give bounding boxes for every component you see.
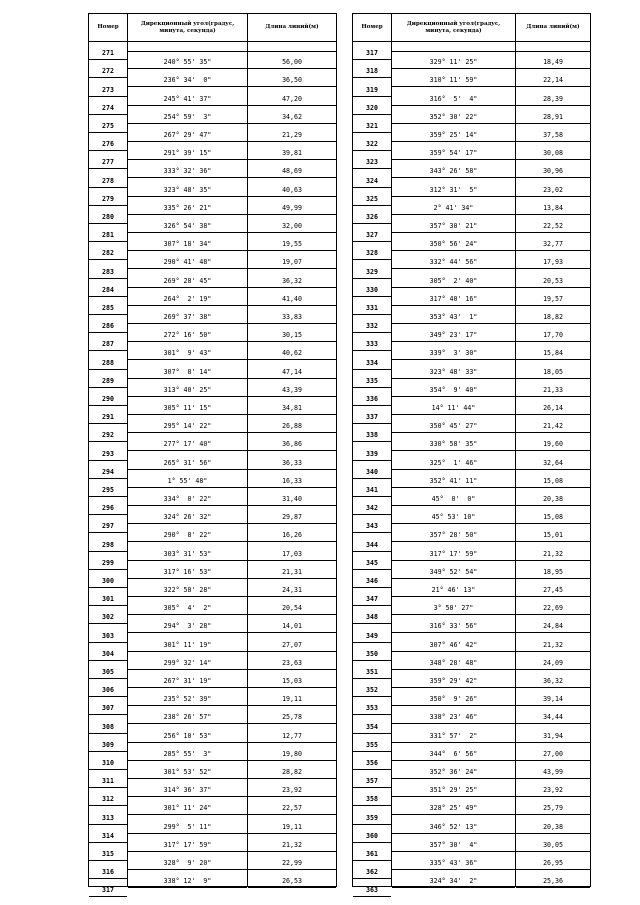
length-cell: 39,81 <box>248 142 336 160</box>
point-number: 347 <box>353 588 391 606</box>
angle-cell: 301° 9' 43" <box>128 342 247 360</box>
angle-cell: 332° 44' 56" <box>392 251 515 269</box>
length-cell: 18,82 <box>516 306 590 324</box>
length-cell: 19,80 <box>248 743 336 761</box>
length-cell: 15,08 <box>516 470 590 488</box>
point-number: 345 <box>353 552 391 570</box>
angle-cell: 299° 5' 11" <box>128 816 247 834</box>
point-number: 281 <box>89 224 127 242</box>
angle-cell: 339° 3' 30" <box>392 342 515 360</box>
length-cell: 22,99 <box>248 852 336 870</box>
point-number: 319 <box>353 78 391 96</box>
angle-cell: 3° 50' 27" <box>392 597 515 615</box>
angle-cell: 335° 26' 21" <box>128 197 247 215</box>
point-number: 303 <box>89 624 127 642</box>
length-cell: 31,94 <box>516 725 590 743</box>
angle-cell: 333° 32' 36" <box>128 160 247 178</box>
point-number: 300 <box>89 570 127 588</box>
table-header <box>353 14 590 42</box>
point-number: 290 <box>89 388 127 406</box>
point-number: 353 <box>353 697 391 715</box>
header-length: Длина линий(м) <box>265 24 319 31</box>
point-number: 283 <box>89 260 127 278</box>
length-cell: 21,32 <box>516 634 590 652</box>
point-number: 323 <box>353 151 391 169</box>
angle-cell: 303° 31' 53" <box>128 543 247 561</box>
length-cell: 32,64 <box>516 452 590 470</box>
angle-cell: 316° 33' 56" <box>392 615 515 633</box>
length-cell: 13,84 <box>516 197 590 215</box>
header-angle: Дирекционный угол(градус, минута, секунда) <box>392 14 516 41</box>
point-number: 324 <box>353 169 391 187</box>
point-number: 284 <box>89 279 127 297</box>
length-cell: 25,79 <box>516 797 590 815</box>
point-number: 341 <box>353 479 391 497</box>
length-cell: 20,53 <box>516 270 590 288</box>
length-cell: 49,99 <box>248 197 336 215</box>
angle-cell: 350° 45' 27" <box>392 415 515 433</box>
point-number: 291 <box>89 406 127 424</box>
point-number: 310 <box>89 752 127 770</box>
point-number: 355 <box>353 734 391 752</box>
angle-cell: 45° 0' 0" <box>392 488 515 506</box>
length-cell: 21,33 <box>516 379 590 397</box>
point-number: 338 <box>353 424 391 442</box>
angle-cell: 295° 14' 22" <box>128 415 247 433</box>
length-cell: 18,05 <box>516 361 590 379</box>
length-cell: 19,55 <box>248 233 336 251</box>
length-cell: 27,45 <box>516 579 590 597</box>
length-cell: 16,33 <box>248 470 336 488</box>
angle-cell: 328° 9' 20" <box>128 852 247 870</box>
length-cell: 30,08 <box>516 142 590 160</box>
point-number: 292 <box>89 424 127 442</box>
angle-cell: 21° 46' 13" <box>392 579 515 597</box>
length-cell: 28,91 <box>516 106 590 124</box>
angle-cell: 269° 28' 45" <box>128 270 247 288</box>
angle-cell: 344° 6' 56" <box>392 743 515 761</box>
point-number: 317 <box>89 879 127 897</box>
length-cell: 19,07 <box>248 251 336 269</box>
header-number: Номер <box>353 14 392 41</box>
angle-cell: 264° 2' 19" <box>128 288 247 306</box>
angle-cell: 291° 39' 15" <box>128 142 247 160</box>
point-number: 321 <box>353 115 391 133</box>
length-cell: 30,15 <box>248 324 336 342</box>
angle-cell: 331° 57' 2" <box>392 725 515 743</box>
point-number: 336 <box>353 388 391 406</box>
point-number: 352 <box>353 679 391 697</box>
length-cell: 16,26 <box>248 524 336 542</box>
length-cell: 17,93 <box>516 251 590 269</box>
header-length: Длина линий(м) <box>526 24 580 31</box>
angle-cell: 359° 54' 17" <box>392 142 515 160</box>
length-cell: 40,62 <box>248 342 336 360</box>
point-number: 312 <box>89 788 127 806</box>
point-number: 286 <box>89 315 127 333</box>
point-number: 358 <box>353 788 391 806</box>
angle-cell: 305° 11' 15" <box>128 397 247 415</box>
point-number: 299 <box>89 552 127 570</box>
point-number: 316 <box>89 861 127 879</box>
point-number: 320 <box>353 97 391 115</box>
point-number: 282 <box>89 242 127 260</box>
angle-cell: 236° 34' 0" <box>128 69 247 87</box>
length-cell: 19,57 <box>516 288 590 306</box>
point-number: 350 <box>353 643 391 661</box>
point-number: 309 <box>89 734 127 752</box>
angle-cell: 324° 26' 32" <box>128 506 247 524</box>
point-number: 332 <box>353 315 391 333</box>
point-number: 331 <box>353 297 391 315</box>
angle-cell: 299° 32' 14" <box>128 652 247 670</box>
point-number: 334 <box>353 351 391 369</box>
point-number: 354 <box>353 715 391 733</box>
length-cell: 21,31 <box>248 561 336 579</box>
length-cell: 26,14 <box>516 397 590 415</box>
length-cell: 20,54 <box>248 597 336 615</box>
point-number: 318 <box>353 60 391 78</box>
angle-cell: 349° 23' 17" <box>392 324 515 342</box>
point-number: 317 <box>353 42 391 60</box>
angle-cell: 317° 17' 59" <box>128 834 247 852</box>
angle-column <box>392 42 516 886</box>
angle-cell: 307° 8' 14" <box>128 361 247 379</box>
point-number: 271 <box>89 42 127 60</box>
angle-cell: 334° 0' 22" <box>128 488 247 506</box>
point-number: 349 <box>353 624 391 642</box>
angle-cell: 314° 36' 37" <box>128 779 247 797</box>
length-cell: 36,32 <box>248 270 336 288</box>
point-number: 305 <box>89 661 127 679</box>
number-column <box>89 42 128 895</box>
angle-cell: 2° 41' 34" <box>392 197 515 215</box>
angle-cell: 305° 4' 2" <box>128 597 247 615</box>
angle-cell: 324° 34' 2" <box>392 870 515 888</box>
point-number: 343 <box>353 515 391 533</box>
angle-cell: 352° 41' 11" <box>392 470 515 488</box>
angle-column <box>128 42 248 886</box>
point-number: 308 <box>89 715 127 733</box>
angle-cell: 238° 26' 57" <box>128 706 247 724</box>
length-cell: 40,63 <box>248 179 336 197</box>
length-cell: 20,38 <box>516 488 590 506</box>
length-cell: 22,14 <box>516 69 590 87</box>
angle-cell: 323° 48' 35" <box>128 179 247 197</box>
point-number: 311 <box>89 770 127 788</box>
point-number: 337 <box>353 406 391 424</box>
angle-cell: 338° 23' 46" <box>392 706 515 724</box>
angle-cell: 14° 11' 44" <box>392 397 515 415</box>
length-cell: 15,03 <box>248 670 336 688</box>
length-cell: 22,57 <box>248 797 336 815</box>
angle-cell: 322° 58' 28" <box>128 579 247 597</box>
point-number: 361 <box>353 843 391 861</box>
length-cell: 26,88 <box>248 415 336 433</box>
length-cell: 48,69 <box>248 160 336 178</box>
length-cell: 26,95 <box>516 852 590 870</box>
point-number: 274 <box>89 97 127 115</box>
length-cell: 29,87 <box>248 506 336 524</box>
point-number: 325 <box>353 188 391 206</box>
length-cell: 23,02 <box>516 179 590 197</box>
length-cell: 47,14 <box>248 361 336 379</box>
angle-cell: 301° 11' 24" <box>128 797 247 815</box>
length-cell: 21,32 <box>516 543 590 561</box>
length-cell: 30,05 <box>516 834 590 852</box>
point-number: 275 <box>89 115 127 133</box>
number-column <box>353 42 392 895</box>
angle-cell: 357° 28' 50" <box>392 524 515 542</box>
point-number: 280 <box>89 206 127 224</box>
angle-cell: 240° 55' 35" <box>128 51 247 69</box>
length-cell: 23,63 <box>248 652 336 670</box>
length-cell: 36,33 <box>248 452 336 470</box>
point-number: 314 <box>89 825 127 843</box>
point-number: 289 <box>89 370 127 388</box>
length-cell: 22,69 <box>516 597 590 615</box>
length-cell: 18,95 <box>516 561 590 579</box>
point-number: 357 <box>353 770 391 788</box>
angle-cell: 272° 16' 50" <box>128 324 247 342</box>
length-cell: 56,00 <box>248 51 336 69</box>
point-number: 287 <box>89 333 127 351</box>
length-cell: 43,99 <box>516 761 590 779</box>
angle-cell: 352° 36' 24" <box>392 761 515 779</box>
angle-cell: 267° 29' 47" <box>128 124 247 142</box>
length-cell: 43,39 <box>248 379 336 397</box>
length-cell: 24,31 <box>248 579 336 597</box>
point-number: 342 <box>353 497 391 515</box>
length-cell: 36,50 <box>248 69 336 87</box>
length-cell: 24,09 <box>516 652 590 670</box>
point-number: 339 <box>353 442 391 460</box>
length-cell: 34,62 <box>248 106 336 124</box>
angle-cell: 313° 40' 25" <box>128 379 247 397</box>
point-number: 297 <box>89 515 127 533</box>
point-number: 304 <box>89 643 127 661</box>
angle-cell: 354° 9' 40" <box>392 379 515 397</box>
point-number: 328 <box>353 242 391 260</box>
length-cell: 30,96 <box>516 160 590 178</box>
angle-cell: 357° 30' 21" <box>392 215 515 233</box>
length-cell: 41,40 <box>248 288 336 306</box>
length-cell: 18,49 <box>516 51 590 69</box>
angle-cell: 326° 54' 38" <box>128 215 247 233</box>
length-column <box>516 42 590 886</box>
angle-cell: 310° 11' 59" <box>392 69 515 87</box>
length-cell: 36,86 <box>248 433 336 451</box>
point-number: 279 <box>89 188 127 206</box>
angle-cell: 290° 8' 22" <box>128 524 247 542</box>
angle-cell: 307° 46' 42" <box>392 634 515 652</box>
point-number: 346 <box>353 570 391 588</box>
angle-cell: 330° 58' 35" <box>392 433 515 451</box>
angle-cell: 235° 52' 39" <box>128 688 247 706</box>
length-cell: 12,77 <box>248 725 336 743</box>
angle-cell: 359° 25' 14" <box>392 124 515 142</box>
point-number: 278 <box>89 169 127 187</box>
length-cell: 26,53 <box>248 870 336 888</box>
point-number: 273 <box>89 78 127 96</box>
length-column <box>248 42 336 886</box>
point-number: 296 <box>89 497 127 515</box>
length-cell: 28,39 <box>516 88 590 106</box>
length-cell: 32,00 <box>248 215 336 233</box>
point-number: 360 <box>353 825 391 843</box>
angle-cell: 349° 52' 54" <box>392 561 515 579</box>
angle-cell: 245° 41' 37" <box>128 88 247 106</box>
point-number: 298 <box>89 533 127 551</box>
angle-cell: 269° 37' 38" <box>128 306 247 324</box>
point-number: 326 <box>353 206 391 224</box>
length-cell: 32,77 <box>516 233 590 251</box>
length-cell: 15,08 <box>516 506 590 524</box>
table-header <box>89 14 336 42</box>
angle-cell: 290° 41' 48" <box>128 251 247 269</box>
point-number: 288 <box>89 351 127 369</box>
point-number: 307 <box>89 697 127 715</box>
point-number: 330 <box>353 279 391 297</box>
point-number: 333 <box>353 333 391 351</box>
angle-cell: 323° 48' 33" <box>392 361 515 379</box>
length-cell: 22,52 <box>516 215 590 233</box>
length-cell: 20,38 <box>516 816 590 834</box>
length-cell: 47,20 <box>248 88 336 106</box>
header-number: Номер <box>89 14 128 41</box>
angle-cell: 45° 53' 10" <box>392 506 515 524</box>
point-number: 335 <box>353 370 391 388</box>
angle-cell: 325° 1' 46" <box>392 452 515 470</box>
angle-cell: 338° 12' 9" <box>128 870 247 888</box>
point-number: 356 <box>353 752 391 770</box>
length-cell: 34,81 <box>248 397 336 415</box>
point-number: 293 <box>89 442 127 460</box>
length-cell: 25,78 <box>248 706 336 724</box>
point-number: 306 <box>89 679 127 697</box>
point-number: 351 <box>353 661 391 679</box>
header-angle: Дирекционный угол(градус, минута, секунда) <box>128 14 248 41</box>
point-number: 327 <box>353 224 391 242</box>
angle-cell: 346° 52' 13" <box>392 816 515 834</box>
point-number: 301 <box>89 588 127 606</box>
angle-cell: 285° 55' 3" <box>128 743 247 761</box>
point-number: 294 <box>89 461 127 479</box>
point-number: 322 <box>353 133 391 151</box>
angle-cell: 265° 31' 56" <box>128 452 247 470</box>
angle-cell: 348° 28' 48" <box>392 652 515 670</box>
angle-cell: 277° 17' 40" <box>128 433 247 451</box>
angle-cell: 329° 11' 25" <box>392 51 515 69</box>
length-cell: 33,83 <box>248 306 336 324</box>
angle-cell: 256° 10' 53" <box>128 725 247 743</box>
length-cell: 19,60 <box>516 433 590 451</box>
angle-cell: 353° 43' 1" <box>392 306 515 324</box>
angle-cell: 305° 2' 40" <box>392 270 515 288</box>
point-number: 362 <box>353 861 391 879</box>
length-cell: 21,42 <box>516 415 590 433</box>
angle-cell: 357° 30' 4" <box>392 834 515 852</box>
point-number: 359 <box>353 806 391 824</box>
length-cell: 27,07 <box>248 634 336 652</box>
angle-cell: 254° 59' 3" <box>128 106 247 124</box>
length-cell: 37,58 <box>516 124 590 142</box>
point-number: 295 <box>89 479 127 497</box>
length-cell: 24,84 <box>516 615 590 633</box>
point-number: 348 <box>353 606 391 624</box>
angle-cell: 267° 31' 19" <box>128 670 247 688</box>
angle-cell: 301° 53' 52" <box>128 761 247 779</box>
coordinates-table-right <box>352 13 591 895</box>
angle-cell: 301° 11' 19" <box>128 634 247 652</box>
angle-cell: 307° 18' 34" <box>128 233 247 251</box>
point-number: 315 <box>89 843 127 861</box>
length-cell: 19,11 <box>248 816 336 834</box>
point-number: 329 <box>353 260 391 278</box>
length-cell: 34,44 <box>516 706 590 724</box>
angle-cell: 335° 43' 36" <box>392 852 515 870</box>
length-cell: 21,32 <box>248 834 336 852</box>
point-number: 363 <box>353 879 391 897</box>
length-cell: 27,00 <box>516 743 590 761</box>
point-number: 285 <box>89 297 127 315</box>
length-cell: 17,03 <box>248 543 336 561</box>
point-number: 276 <box>89 133 127 151</box>
length-cell: 39,14 <box>516 688 590 706</box>
length-cell: 15,01 <box>516 524 590 542</box>
length-cell: 23,92 <box>248 779 336 797</box>
length-cell: 21,29 <box>248 124 336 142</box>
angle-cell: 351° 29' 25" <box>392 779 515 797</box>
coordinates-table-left <box>88 13 337 895</box>
angle-cell: 359° 29' 42" <box>392 670 515 688</box>
angle-cell: 312° 31' 5" <box>392 179 515 197</box>
length-cell: 36,32 <box>516 670 590 688</box>
angle-cell: 317° 40' 16" <box>392 288 515 306</box>
length-cell: 17,70 <box>516 324 590 342</box>
angle-cell: 350° 9' 26" <box>392 688 515 706</box>
point-number: 302 <box>89 606 127 624</box>
length-cell: 23,92 <box>516 779 590 797</box>
angle-cell: 317° 17' 59" <box>392 543 515 561</box>
angle-cell: 343° 26' 58" <box>392 160 515 178</box>
angle-cell: 328° 25' 49" <box>392 797 515 815</box>
length-cell: 14,01 <box>248 615 336 633</box>
angle-cell: 352° 30' 22" <box>392 106 515 124</box>
angle-cell: 316° 5' 4" <box>392 88 515 106</box>
point-number: 313 <box>89 806 127 824</box>
length-cell: 31,40 <box>248 488 336 506</box>
length-cell: 15,84 <box>516 342 590 360</box>
point-number: 344 <box>353 533 391 551</box>
point-number: 277 <box>89 151 127 169</box>
angle-cell: 350° 56' 24" <box>392 233 515 251</box>
angle-cell: 294° 3' 28" <box>128 615 247 633</box>
length-cell: 28,82 <box>248 761 336 779</box>
point-number: 340 <box>353 461 391 479</box>
length-cell: 25,36 <box>516 870 590 888</box>
angle-cell: 1° 55' 48" <box>128 470 247 488</box>
length-cell: 19,11 <box>248 688 336 706</box>
angle-cell: 317° 16' 53" <box>128 561 247 579</box>
point-number: 272 <box>89 60 127 78</box>
